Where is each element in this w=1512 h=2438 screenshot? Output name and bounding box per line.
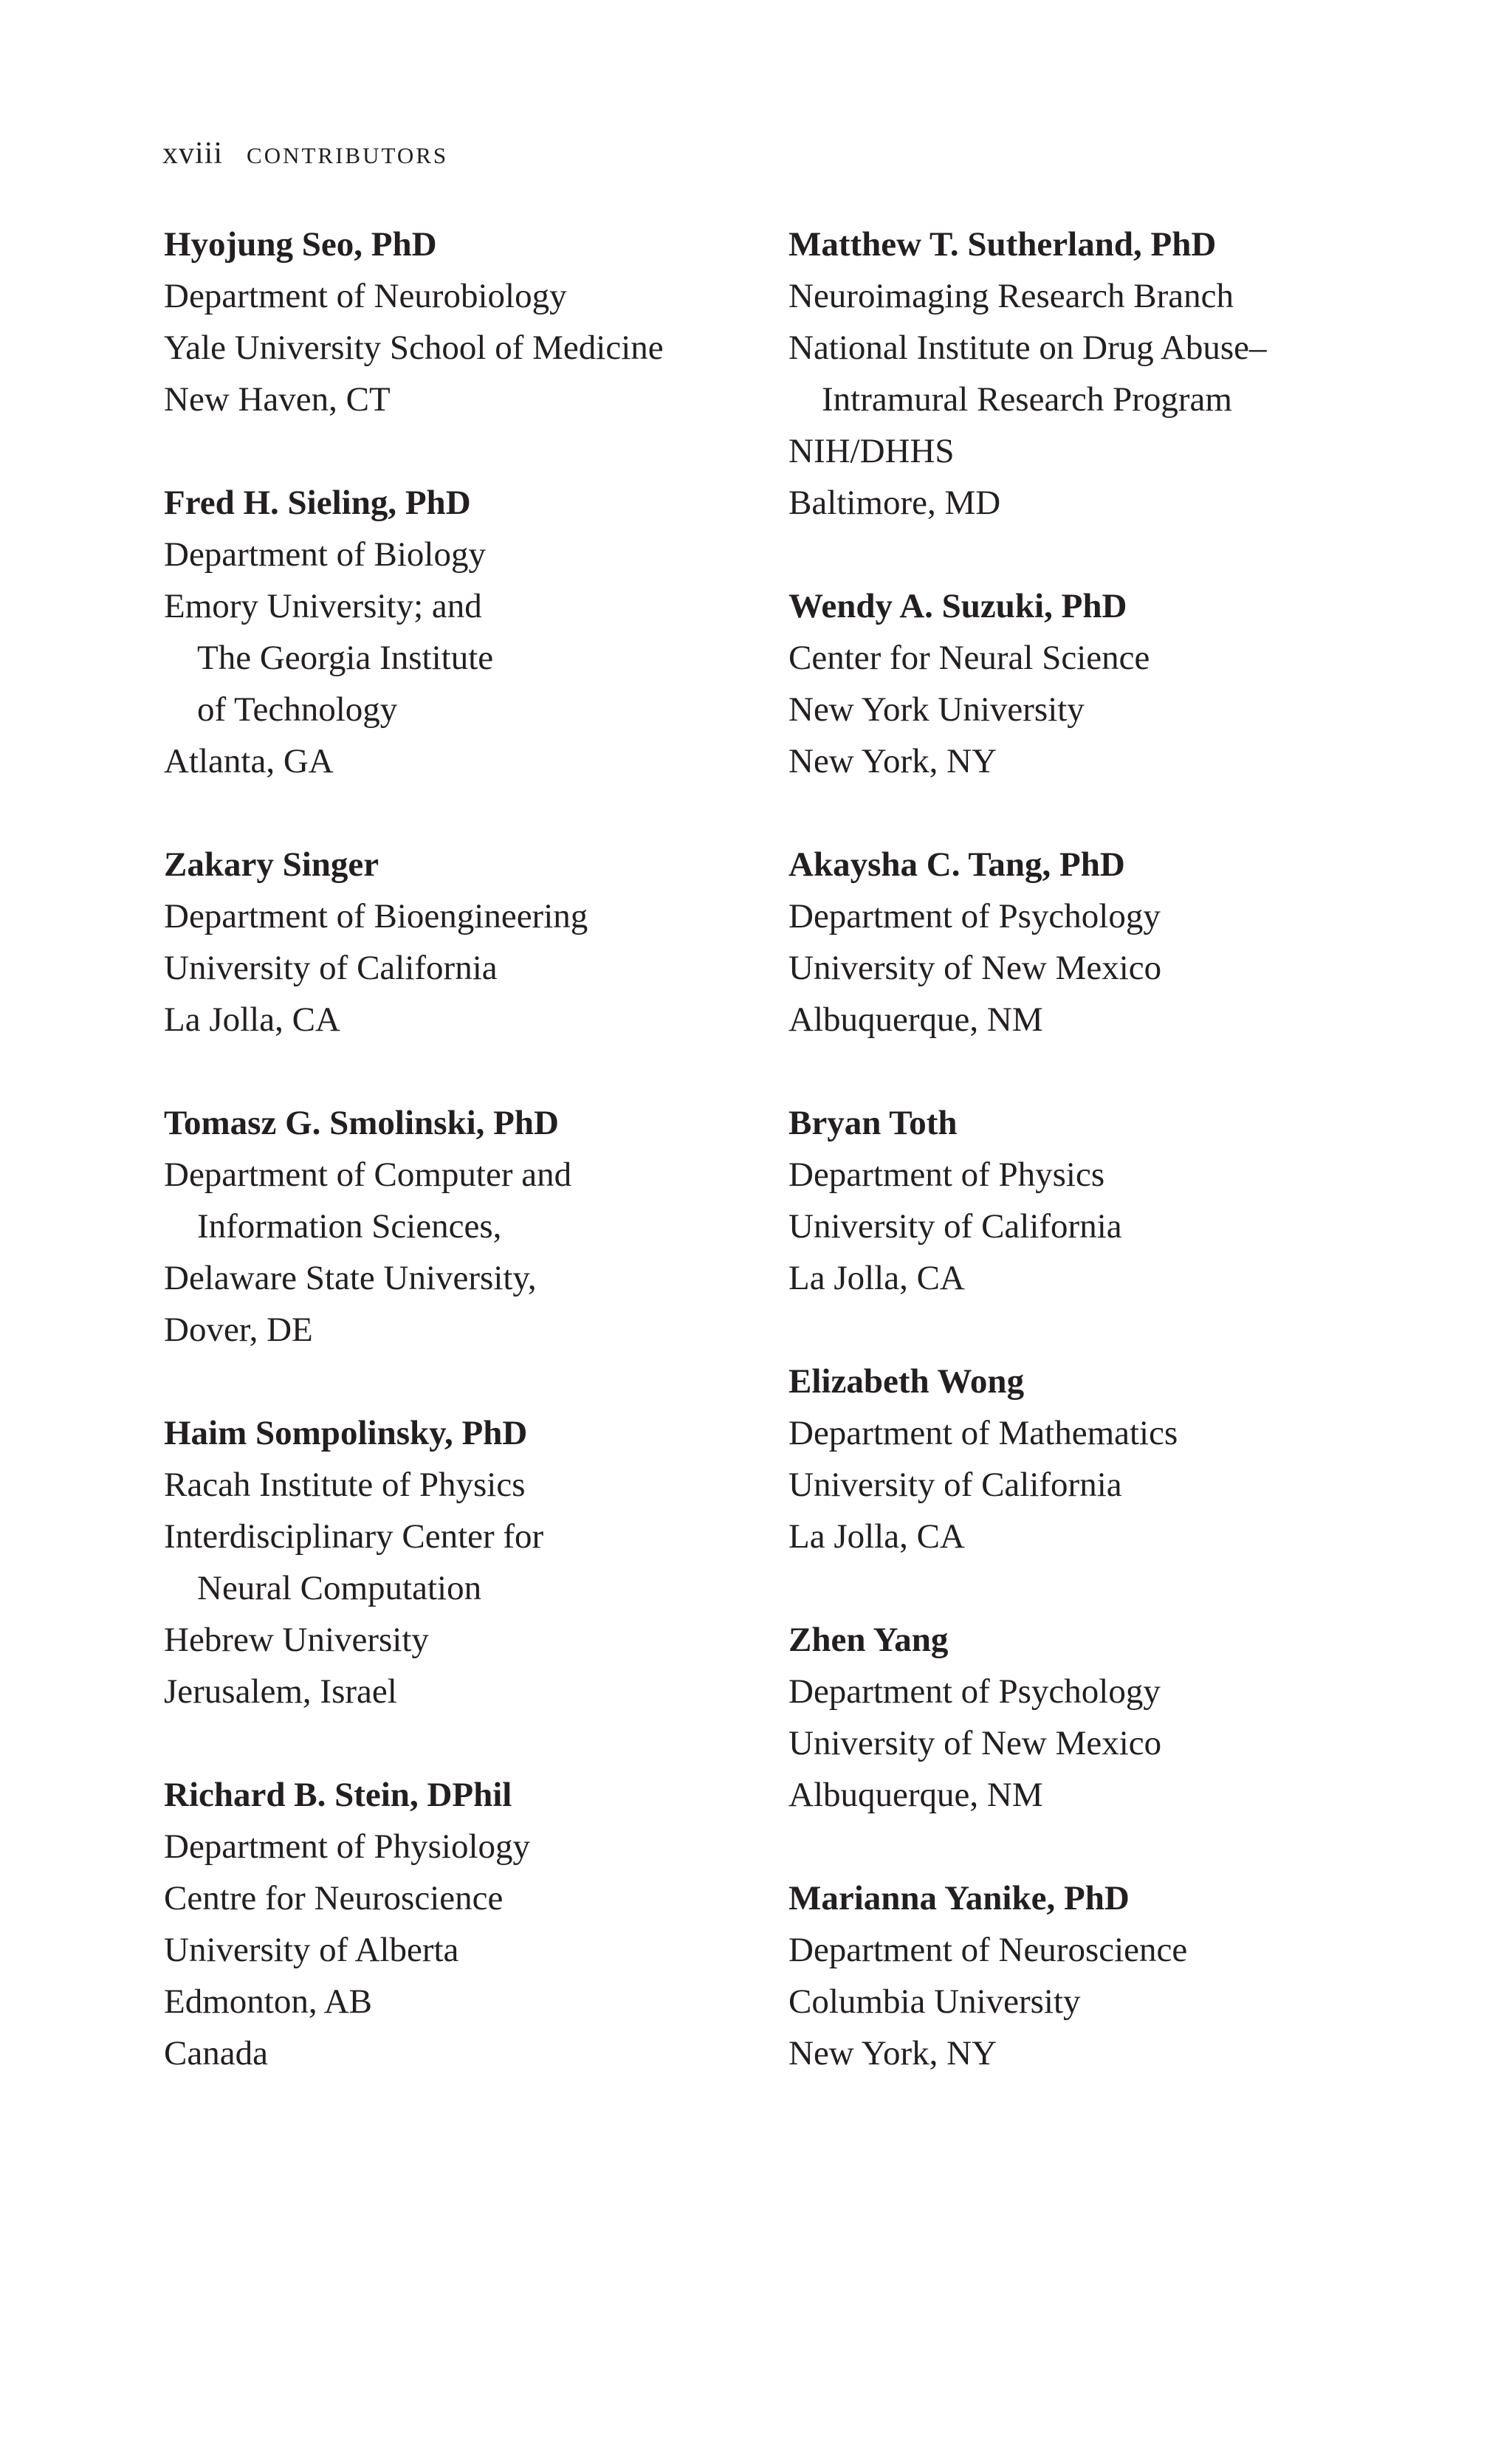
- contributor-name: Marianna Yanike, PhD: [788, 1879, 1130, 1917]
- affiliation-line: University of California: [788, 1207, 1122, 1246]
- affiliation-line: Hebrew University: [164, 1621, 429, 1659]
- affiliation-line: Department of Mathematics: [788, 1414, 1178, 1452]
- affiliation-line: Interdisciplinary Center for: [164, 1517, 544, 1556]
- contributor-entry: [788, 219, 1379, 529]
- affiliation-line: Department of Bioengineering: [164, 897, 588, 935]
- affiliation-line: Canada: [164, 2034, 268, 2073]
- affiliation-line: Racah Institute of Physics: [164, 1466, 526, 1504]
- affiliation-line: New Haven, CT: [164, 380, 391, 419]
- affiliation-line: NIH/DHHS: [788, 432, 955, 470]
- contributor-entry: [164, 1769, 755, 2079]
- affiliation-line: La Jolla, CA: [164, 1000, 340, 1039]
- affiliation-line: La Jolla, CA: [788, 1517, 965, 1556]
- contributor-entry: [788, 839, 1379, 1045]
- contributor-entry: [164, 1407, 755, 1717]
- affiliation-line: New York, NY: [788, 742, 997, 780]
- affiliation-line: Department of Physiology: [164, 1827, 531, 1866]
- contributor-entry: [788, 580, 1379, 787]
- affiliation-line: Neural Computation: [197, 1569, 482, 1607]
- affiliation-line: University of New Mexico: [788, 949, 1162, 987]
- contributor-entry: [164, 839, 755, 1045]
- affiliation-line: Department of Physics: [788, 1156, 1105, 1194]
- contributor-entry: [164, 1097, 755, 1356]
- affiliation-line: Department of Computer and: [164, 1156, 572, 1194]
- affiliation-line: Baltimore, MD: [788, 484, 1001, 522]
- contributor-name: Zakary Singer: [164, 845, 379, 884]
- affiliation-line: Albuquerque, NM: [788, 1000, 1043, 1039]
- affiliation-line: Information Sciences,: [197, 1207, 502, 1246]
- affiliation-line: Center for Neural Science: [788, 639, 1150, 677]
- affiliation-line: Jerusalem, Israel: [164, 1672, 397, 1711]
- affiliation-line: Emory University; and: [164, 587, 482, 625]
- affiliation-line: Atlanta, GA: [164, 742, 334, 780]
- contributor-name: Tomasz G. Smolinski, PhD: [164, 1104, 559, 1142]
- contributor-entry: [788, 1614, 1379, 1821]
- contributor-name: Wendy A. Suzuki, PhD: [788, 587, 1127, 625]
- running-head-title: CONTRIBUTORS: [247, 142, 449, 168]
- affiliation-line: of Technology: [197, 690, 398, 729]
- affiliation-line: Yale University School of Medicine: [164, 329, 664, 367]
- contributor-name: Richard B. Stein, DPhil: [164, 1776, 512, 1814]
- contributor-name: Matthew T. Sutherland, PhD: [788, 225, 1217, 264]
- affiliation-line: Neuroimaging Research Branch: [788, 277, 1234, 315]
- contributor-name: Fred H. Sieling, PhD: [164, 484, 471, 522]
- contributor-entry: [788, 1097, 1379, 1304]
- affiliation-line: University of California: [164, 949, 498, 987]
- affiliation-line: Department of Neurobiology: [164, 277, 567, 315]
- contributor-name: Haim Sompolinsky, PhD: [164, 1414, 528, 1452]
- affiliation-line: The Georgia Institute: [197, 639, 494, 677]
- affiliation-line: Dover, DE: [164, 1311, 313, 1349]
- page-number: xviii: [162, 137, 224, 171]
- affiliation-line: Columbia University: [788, 1982, 1081, 2021]
- affiliation-line: University of Alberta: [164, 1931, 459, 1969]
- contributor-name: Elizabeth Wong: [788, 1362, 1025, 1401]
- affiliation-line: New York University: [788, 690, 1085, 729]
- affiliation-line: Albuquerque, NM: [788, 1776, 1043, 1814]
- contributor-entry: [788, 1872, 1379, 2079]
- affiliation-line: Department of Biology: [164, 535, 486, 574]
- affiliation-line: Department of Psychology: [788, 897, 1161, 935]
- contributor-entry: [788, 1356, 1379, 1562]
- affiliation-line: University of California: [788, 1466, 1122, 1504]
- affiliation-line: Edmonton, AB: [164, 1982, 373, 2021]
- contributors-column-right: [788, 219, 1379, 2131]
- contributor-name: Zhen Yang: [788, 1621, 949, 1659]
- affiliation-line: New York, NY: [788, 2034, 997, 2073]
- contributors-column-left: [164, 219, 755, 2131]
- affiliation-line: Delaware State University,: [164, 1259, 537, 1297]
- contributor-name: Bryan Toth: [788, 1104, 958, 1142]
- contributor-entry: [164, 219, 755, 425]
- affiliation-line: University of New Mexico: [788, 1724, 1162, 1762]
- contributor-name: Akaysha C. Tang, PhD: [788, 845, 1125, 884]
- affiliation-line: Intramural Research Program: [822, 380, 1232, 419]
- contributor-name: Hyojung Seo, PhD: [164, 225, 437, 264]
- affiliation-line: National Institute on Drug Abuse–: [788, 329, 1267, 367]
- running-head: [162, 136, 448, 177]
- affiliation-line: Department of Psychology: [788, 1672, 1161, 1711]
- affiliation-line: Centre for Neuroscience: [164, 1879, 504, 1917]
- affiliation-line: La Jolla, CA: [788, 1259, 965, 1297]
- affiliation-line: Department of Neuroscience: [788, 1931, 1188, 1969]
- contributor-entry: [164, 477, 755, 787]
